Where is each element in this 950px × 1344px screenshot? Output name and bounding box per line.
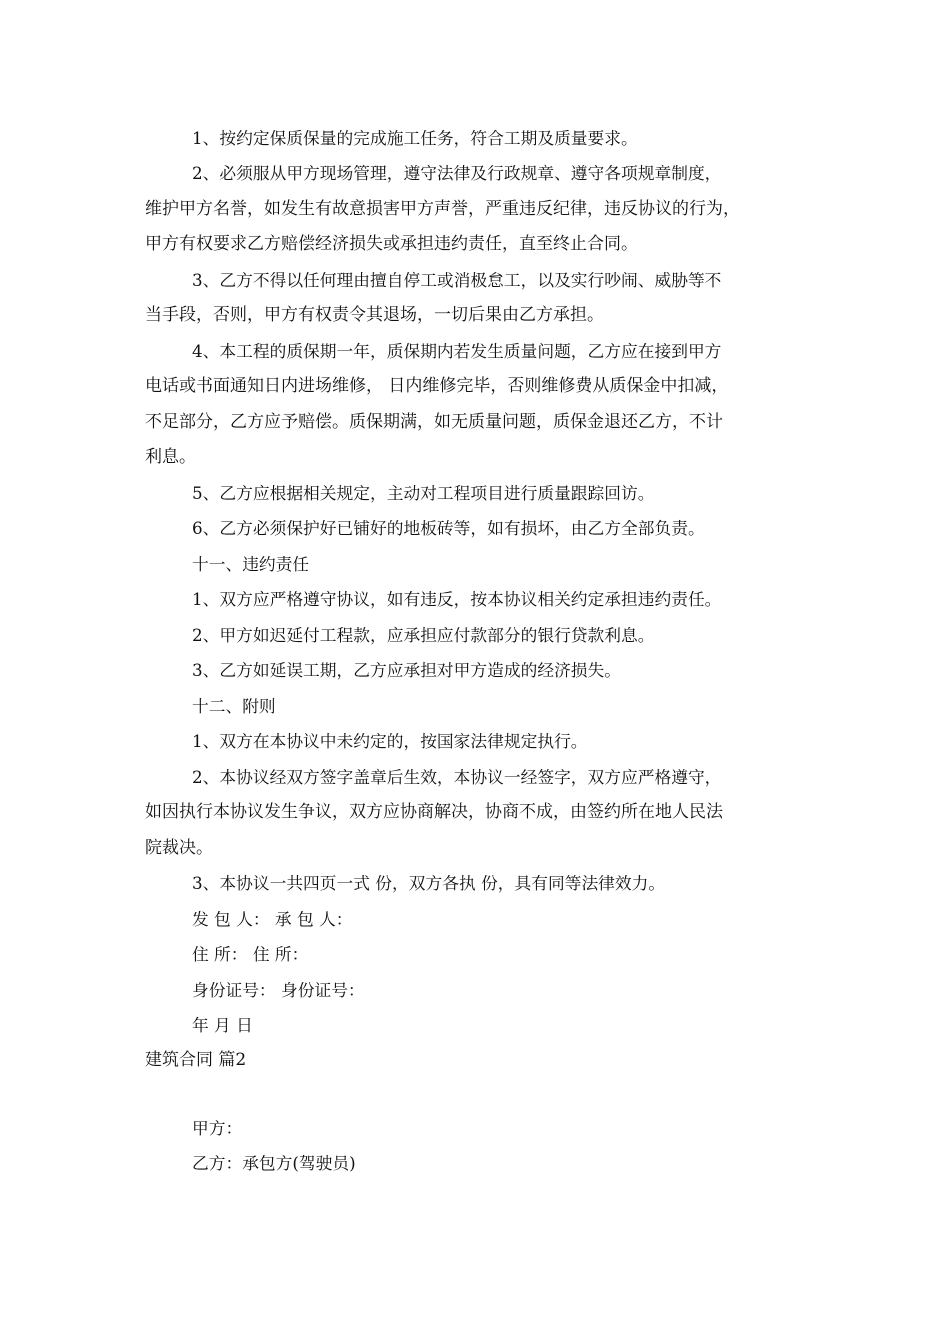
para-line-7: 4、本工程的质保期一年，质保期内若发生质量问题，乙方应在接到甲方: [192, 341, 722, 361]
para-line-16: 3、乙方如延误工期，乙方应承担对甲方造成的经济损失。: [192, 660, 622, 680]
signature-id-line: 身份证号： 身份证号：: [192, 980, 365, 1000]
para-line-9: 不足部分，乙方应予赔偿。质保期满，如无质量问题，质保金退还乙方，不计: [145, 412, 723, 432]
para-line-4: 甲方有权要求乙方赔偿经济损失或承担违约责任，直至终止合同。: [145, 234, 638, 254]
para-line-3: 维护甲方名誉，如发生有故意损害甲方声誉，严重违反纪律，违反协议的行为，: [145, 199, 740, 219]
para-line-21: 院裁决。: [145, 838, 213, 858]
para-line-8: 电话或书面通知日内进场维修， 日内维修完毕，否则维修费从质保金中扣减，: [145, 376, 729, 396]
party-a-line: 甲方：: [192, 1118, 243, 1138]
signature-address-line: 住 所： 住 所：: [192, 944, 309, 964]
article-title-2: 建筑合同 篇2: [145, 1050, 247, 1070]
signature-date-line: 年 月 日: [192, 1015, 253, 1035]
signature-party-line: 发 包 人： 承 包 人：: [192, 909, 353, 929]
section-heading-11: 十一、违约责任: [192, 554, 310, 574]
para-line-6: 当手段，否则，甲方有权责令其退场，一切后果由乙方承担。: [145, 305, 604, 325]
para-line-22: 3、本协议一共四页一式 份，双方各执 份，具有同等法律效力。: [192, 873, 666, 893]
para-line-2: 2、必须服从甲方现场管理，遵守法律及行政规章、遵守各项规章制度，: [192, 163, 722, 183]
para-line-18: 1、双方在本协议中未约定的，按国家法律规定执行。: [192, 731, 588, 751]
para-line-5: 3、乙方不得以任何理由擅自停工或消极怠工，以及实行吵闹、威胁等不: [192, 270, 722, 290]
section-heading-12: 十二、附则: [192, 696, 276, 716]
para-line-12: 6、乙方必须保护好已铺好的地板砖等，如有损坏，由乙方全部负责。: [192, 518, 705, 538]
para-line-10: 利息。: [145, 447, 196, 467]
party-b-line: 乙方：承包方(驾驶员): [192, 1153, 356, 1173]
para-line-19: 2、本协议经双方签字盖章后生效，本协议一经签字，双方应严格遵守，: [192, 767, 722, 787]
para-line-11: 5、乙方应根据相关规定，主动对工程项目进行质量跟踪回访。: [192, 483, 655, 503]
para-line-14: 1、双方应严格遵守协议，如有违反，按本协议相关约定承担违约责任。: [192, 589, 722, 609]
para-line-1: 1、按约定保质保量的完成施工任务，符合工期及质量要求。: [192, 128, 638, 148]
para-line-15: 2、甲方如迟延付工程款，应承担应付款部分的银行贷款利息。: [192, 625, 655, 645]
para-line-20: 如因执行本协议发生争议，双方应协商解决，协商不成，由签约所在地人民法: [145, 802, 723, 822]
